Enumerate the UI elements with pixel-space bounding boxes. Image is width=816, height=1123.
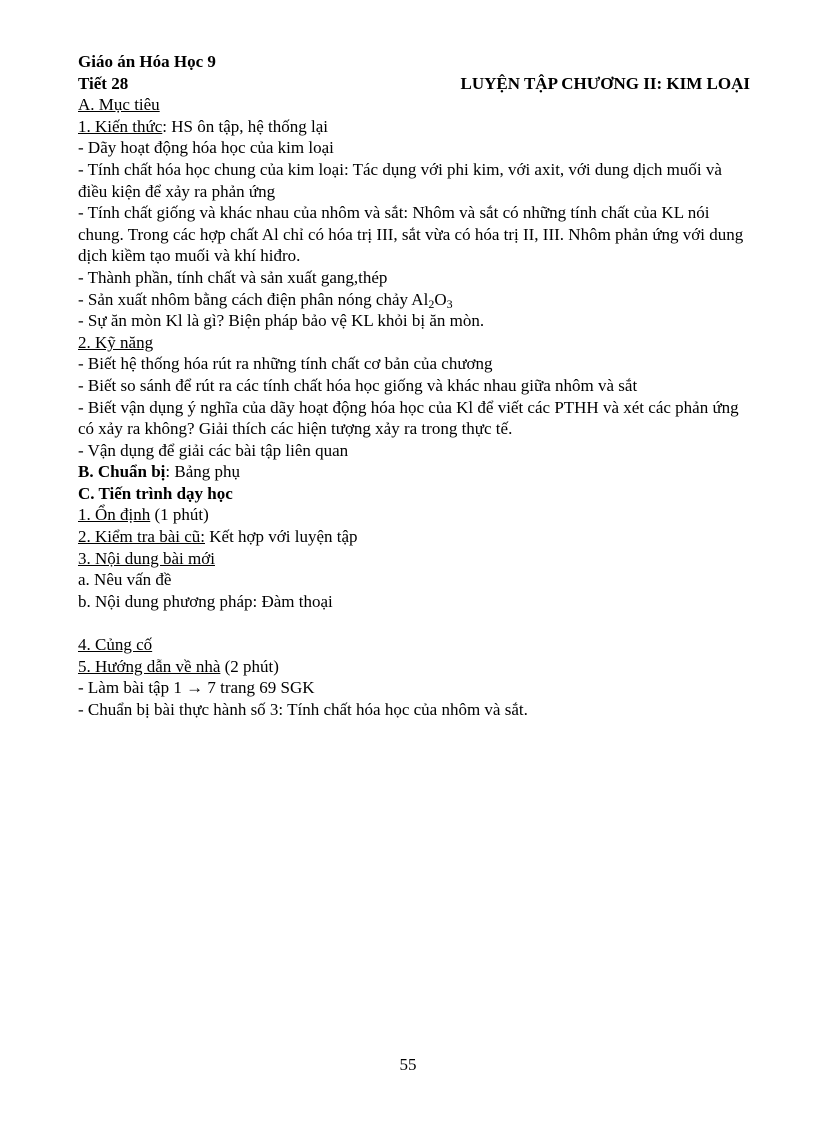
knowledge-item: - Tính chất hóa học chung của kim loại: Tác dụng với phi kim, với axit, với dung dịch muối và điều kiện để xảy ra phản ứng (78, 159, 722, 201)
preparation-text: : Bảng phụ (165, 462, 241, 482)
step-label: 2. Kiểm tra bài cũ: (78, 527, 205, 547)
step-sub-item: b. Nội dung phương pháp: Đàm thoại (78, 591, 333, 611)
course-title: Giáo án Hóa Học 9 (78, 52, 216, 71)
step-text: (2 phút) (220, 656, 279, 676)
blank-line (78, 612, 750, 634)
step-text: Kết hợp với luyện tập (205, 527, 358, 547)
step-review (78, 526, 750, 548)
step-new-content (78, 548, 750, 570)
lesson-title: LUYỆN TẬP CHƯƠNG II: KIM LOẠI (460, 73, 750, 93)
step-label: 3. Nội dung bài mới (78, 548, 215, 568)
step-stabilize (78, 504, 750, 526)
step-homework (78, 656, 750, 678)
step-label: 4. Củng cố (78, 635, 153, 655)
document-page (78, 51, 750, 720)
formula-subscript: 3 (446, 296, 453, 311)
section-a-heading: A. Mục tiêu (78, 95, 160, 115)
skills-item: - Biết vận dụng ý nghĩa của dãy hoạt động hóa học của Kl để viết các PTHH và xét các phản ứng có xảy ra không? Giải thích các hiện tượng xảy ra trong thực tế. (78, 397, 739, 439)
formula-subscript: 2 (428, 296, 435, 311)
skills-item: - Vận dụng để giải các bài tập liên quan (78, 440, 349, 460)
homework-item: - Chuẩn bị bài thực hành số 3: Tính chất hóa học của nhôm và sắt. (78, 699, 528, 719)
knowledge-label: 1. Kiến thức (78, 116, 163, 136)
page-number: 55 (399, 1055, 417, 1074)
aluminium-text: - Sản xuất nhôm bằng cách điện phân nóng chảy Al (78, 289, 429, 309)
knowledge-intro: : HS ôn tập, hệ thống lại (162, 116, 329, 136)
step-label: 1. Ổn định (78, 505, 151, 525)
knowledge-item: - Tính chất giống và khác nhau của nhôm và sắt: Nhôm và sắt có những tính chất của KL nói chung. Trong các hợp chất Al chỉ có hóa trị III, sắt vừa có hóa trị II, III. Nhôm phản ứng với dung dịch kiềm tạo muối và khí hiđro. (78, 203, 744, 266)
preparation-label: B. Chuẩn bị (78, 462, 166, 482)
preparation-line (78, 461, 750, 483)
step-label: 5. Hướng dẫn về nhà (78, 656, 221, 676)
skills-item: - Biết so sánh để rút ra các tính chất hóa học giống và khác nhau giữa nhôm và sắt (78, 375, 638, 395)
knowledge-item: - Dãy hoạt động hóa học của kim loại (78, 138, 334, 158)
skills-heading: 2. Kỹ năng (78, 332, 154, 352)
homework-item: - Làm bài tập 1 → 7 trang 69 SGK (78, 678, 315, 698)
aluminium-production-line (78, 289, 750, 311)
corrosion-item: - Sự ăn mòn Kl là gì? Biện pháp bảo vệ KL khỏi bị ăn mòn. (78, 311, 485, 331)
knowledge-item: - Thành phần, tính chất và sản xuất gang,thép (78, 267, 388, 287)
knowledge-heading (78, 116, 750, 138)
formula-oxygen: O (434, 289, 447, 309)
skills-item: - Biết hệ thống hóa rút ra những tính chất cơ bản của chương (78, 354, 493, 374)
section-c-heading: C. Tiến trình dạy học (78, 483, 233, 503)
step-sub-item: a. Nêu vấn đề (78, 570, 172, 590)
lesson-header (78, 73, 750, 95)
step-text: (1 phút) (150, 505, 209, 525)
lesson-number: Tiết 28 (78, 73, 129, 93)
step-consolidate (78, 634, 750, 656)
